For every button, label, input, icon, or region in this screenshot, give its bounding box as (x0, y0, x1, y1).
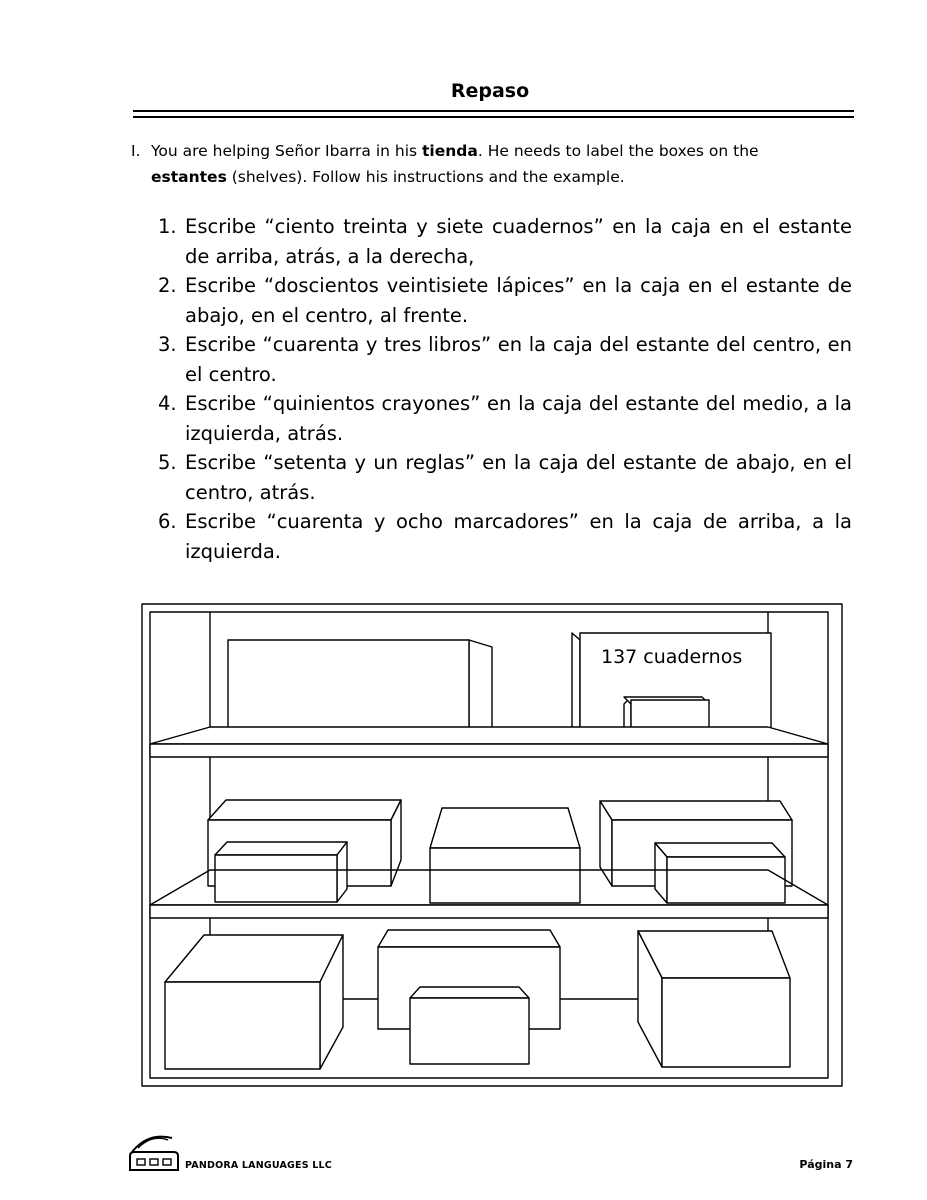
middle-left-front-box (215, 842, 347, 902)
intro-line2-b: (shelves). Follow his instructions and the example. (226, 168, 625, 186)
list-item (158, 330, 852, 389)
item-number: 1. (158, 215, 177, 238)
intro-paragraph (131, 138, 853, 190)
item-text: Escribe “doscientos veintisiete lápices” en la caja en el estante de abajo, en el centro, al frente. (185, 274, 852, 327)
item-number: 3. (158, 333, 177, 356)
pandora-box-logo-icon (128, 1130, 180, 1172)
page-title: Repaso (450, 80, 530, 102)
list-item (158, 271, 852, 330)
title-rule-bottom (133, 116, 854, 118)
intro-line1-a: You are helping Señor Ibarra in his (151, 142, 423, 160)
top-shelf-board (150, 744, 828, 757)
bottom-right-box (638, 931, 790, 1067)
list-item (158, 389, 852, 448)
page-number: Página 7 (799, 1158, 853, 1171)
item-number: 2. (158, 274, 177, 297)
item-number: 6. (158, 510, 177, 533)
footer-brand: PANDORA LANGUAGES LLC (185, 1160, 332, 1171)
intro-line1-b: . He needs to label the boxes on the (477, 142, 759, 160)
bottom-center-front-box (410, 987, 529, 1064)
instruction-list (158, 212, 852, 566)
top-left-box (228, 640, 492, 741)
middle-center-box (430, 808, 580, 903)
intro-number: I. (131, 142, 141, 160)
bottom-left-box (165, 935, 343, 1069)
item-number: 4. (158, 392, 177, 415)
list-item (158, 448, 852, 507)
example-box-label: 137 cuadernos (601, 646, 743, 668)
item-text: Escribe “cuarenta y tres libros” en la caja del estante del centro, en el centro. (185, 333, 852, 386)
list-item (158, 212, 852, 271)
item-text: Escribe “quinientos crayones” en la caja del estante del medio, a la izquierda, atrás. (185, 392, 852, 445)
top-shelf-surface (150, 727, 828, 744)
item-text: Escribe “setenta y un reglas” en la caja del estante de abajo, en el centro, atrás. (185, 451, 852, 504)
intro-tienda: tienda (422, 142, 478, 160)
list-item (158, 507, 852, 566)
item-text: Escribe “cuarenta y ocho marcadores” en la caja de arriba, a la izquierda. (185, 510, 852, 563)
title-rule-top (133, 110, 854, 112)
middle-shelf-board (150, 905, 828, 918)
item-number: 5. (158, 451, 177, 474)
item-text: Escribe “ciento treinta y siete cuadernos” en la caja en el estante de arriba, atrás, a la derecha, (185, 215, 852, 268)
shelf-illustration (140, 602, 844, 1088)
middle-right-front-box (655, 843, 785, 903)
intro-estantes: estantes (151, 168, 227, 186)
